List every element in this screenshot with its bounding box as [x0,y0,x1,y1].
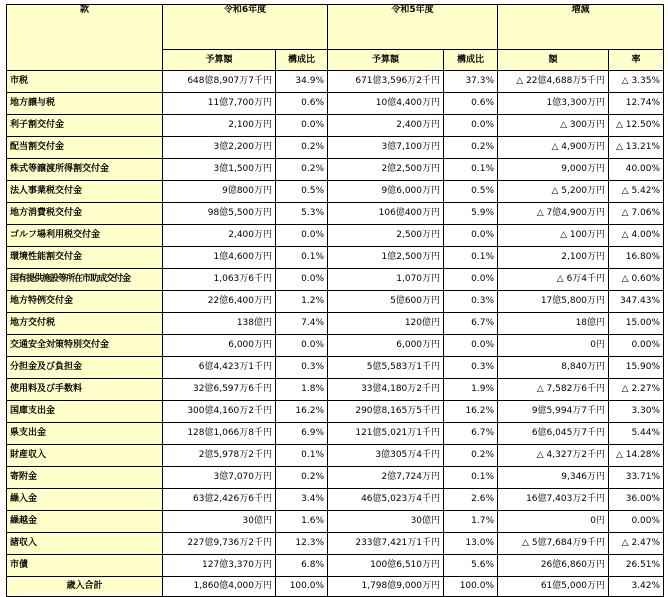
table-row [7,225,664,247]
row-fy5-ratio: 0.0% [444,115,498,137]
row-change-amount: △ 7億4,900万円 [498,203,609,225]
fy5-budget-header: 予算額 [328,50,444,71]
row-fy6-budget: 227億9,736万2千円 [163,533,276,555]
change-rate-header: 率 [609,50,664,71]
row-fy5-budget: 2億7,724万円 [328,467,444,489]
row-change-rate: 0.00% [609,511,664,533]
row-change-amount: △ 300万円 [498,115,609,137]
row-change-amount: △ 5億7,684万9千円 [498,533,609,555]
row-change-rate: △ 3.35% [609,71,664,93]
table-row [7,247,664,269]
row-change-rate: △ 12.50% [609,115,664,137]
row-change-amount: 26億6,860万円 [498,555,609,577]
row-fy5-budget: 1億2,500万円 [328,247,444,269]
row-fy5-budget: 3億7,100万円 [328,137,444,159]
row-change-rate: 26.51% [609,555,664,577]
row-fy5-ratio: 0.2% [444,445,498,467]
change-amount-header: 額 [498,50,609,71]
fy6-header: 令和6年度 [163,5,328,50]
row-fy5-budget: 671億3,596万2千円 [328,71,444,93]
row-fy6-budget: 138億円 [163,313,276,335]
row-change-rate: 40.00% [609,159,664,181]
row-fy5-ratio: 1.9% [444,379,498,401]
row-change-rate: 5.44% [609,423,664,445]
row-item-name: 繰越金 [7,511,163,533]
row-fy6-ratio: 34.9% [276,71,328,93]
row-change-rate: 36.00% [609,489,664,511]
row-fy5-ratio: 0.6% [444,93,498,115]
row-fy5-budget: 33億4,180万2千円 [328,379,444,401]
row-fy5-budget: 121億5,021万1千円 [328,423,444,445]
row-fy6-ratio: 1.6% [276,511,328,533]
row-fy6-budget: 127億3,370万円 [163,555,276,577]
row-item-name: 国庫支出金 [7,401,163,423]
row-item-name: 財産収入 [7,445,163,467]
row-change-amount: 9,000万円 [498,159,609,181]
row-fy6-budget: 300億4,160万2千円 [163,401,276,423]
table-row [7,335,664,357]
row-fy6-ratio: 0.5% [276,181,328,203]
table-row [7,203,664,225]
table-row [7,489,664,511]
row-change-amount: 6億6,045万7千円 [498,423,609,445]
row-fy5-budget: 2,500万円 [328,225,444,247]
row-item-name: 寄附金 [7,467,163,489]
row-fy5-ratio: 0.0% [444,269,498,291]
row-fy6-ratio: 16.2% [276,401,328,423]
row-change-amount: 9億5,994万7千円 [498,401,609,423]
change-header: 増減 [498,5,664,50]
table-row [7,555,664,577]
row-fy5-budget: 9億6,000万円 [328,181,444,203]
row-item-name: 地方消費税交付金 [7,203,163,225]
table-row [7,313,664,335]
table-row [7,379,664,401]
row-item-name: 環境性能割交付金 [7,247,163,269]
table-row [7,71,664,93]
row-fy5-ratio: 0.5% [444,181,498,203]
total-label: 歳入合計 [7,577,163,597]
row-fy6-budget: 98億5,500万円 [163,203,276,225]
row-fy5-budget: 5億5,583万1千円 [328,357,444,379]
row-item-name: 分担金及び負担金 [7,357,163,379]
row-change-amount: △ 4,327万2千円 [498,445,609,467]
row-fy5-ratio: 0.2% [444,137,498,159]
row-fy5-budget: 100億6,510万円 [328,555,444,577]
row-change-rate: 3.30% [609,401,664,423]
row-fy6-ratio: 6.9% [276,423,328,445]
total-fy5-budget: 1,798億9,000万円 [328,577,444,597]
row-fy5-ratio: 5.6% [444,555,498,577]
row-change-amount: △ 5,200万円 [498,181,609,203]
row-change-rate: 347.43% [609,291,664,313]
row-fy6-ratio: 0.2% [276,159,328,181]
row-fy5-budget: 5億600万円 [328,291,444,313]
row-change-amount: 18億円 [498,313,609,335]
row-fy6-ratio: 0.6% [276,93,328,115]
row-change-rate: △ 4.00% [609,225,664,247]
row-fy5-ratio: 6.7% [444,423,498,445]
row-fy6-budget: 2,400万円 [163,225,276,247]
row-fy5-budget: 290億8,165万5千円 [328,401,444,423]
row-fy5-ratio: 37.3% [444,71,498,93]
row-fy5-ratio: 0.1% [444,467,498,489]
row-change-rate: △ 14.28% [609,445,664,467]
row-change-rate: △ 7.06% [609,203,664,225]
row-fy6-budget: 32億6,597万6千円 [163,379,276,401]
row-change-amount: 0円 [498,511,609,533]
row-fy6-budget: 11億7,700万円 [163,93,276,115]
row-item-name: 地方特例交付金 [7,291,163,313]
row-fy6-ratio: 12.3% [276,533,328,555]
table-row [7,445,664,467]
table-row [7,181,664,203]
row-fy5-ratio: 1.7% [444,511,498,533]
table-row [7,115,664,137]
fy6-ratio-header: 構成比 [276,50,328,71]
row-fy6-budget: 1億4,600万円 [163,247,276,269]
row-fy6-budget: 6億4,423万1千円 [163,357,276,379]
row-item-name: 地方譲与税 [7,93,163,115]
row-change-rate: △ 13.21% [609,137,664,159]
row-change-amount: 8,840万円 [498,357,609,379]
table-row [7,159,664,181]
row-change-rate: 0.00% [609,335,664,357]
row-item-name: 市債 [7,555,163,577]
row-item-name: 国有提供施設等所在市助成交付金 [7,269,163,291]
row-fy5-budget: 30億円 [328,511,444,533]
row-fy5-budget: 233億7,421万1千円 [328,533,444,555]
item-column-header: 款 [7,5,163,71]
row-fy6-ratio: 0.0% [276,115,328,137]
row-fy5-ratio: 16.2% [444,401,498,423]
total-row [7,577,664,597]
row-change-amount: 16億7,403万2千円 [498,489,609,511]
row-fy6-budget: 30億円 [163,511,276,533]
row-change-rate: △ 5.42% [609,181,664,203]
row-change-amount: △ 6万4千円 [498,269,609,291]
table-row [7,137,664,159]
row-fy5-ratio: 0.1% [444,159,498,181]
total-change-amount: 61億5,000万円 [498,577,609,597]
table-row [7,467,664,489]
table-row [7,291,664,313]
row-fy5-budget: 3億305万4千円 [328,445,444,467]
row-fy5-budget: 120億円 [328,313,444,335]
row-fy5-ratio: 13.0% [444,533,498,555]
row-change-amount: 17億5,800万円 [498,291,609,313]
row-item-name: 利子割交付金 [7,115,163,137]
row-fy6-ratio: 3.4% [276,489,328,511]
row-fy6-budget: 3億1,500万円 [163,159,276,181]
row-item-name: ゴルフ場利用税交付金 [7,225,163,247]
table-body [7,71,664,577]
row-item-name: 法人事業税交付金 [7,181,163,203]
row-change-rate: 33.71% [609,467,664,489]
row-fy6-ratio: 0.1% [276,247,328,269]
row-fy5-budget: 2億2,500万円 [328,159,444,181]
row-fy5-budget: 106億400万円 [328,203,444,225]
row-change-amount: △ 100万円 [498,225,609,247]
row-fy6-ratio: 5.3% [276,203,328,225]
row-fy6-budget: 3億2,200万円 [163,137,276,159]
row-fy6-ratio: 7.4% [276,313,328,335]
row-change-rate: △ 2.27% [609,379,664,401]
row-change-rate: 15.90% [609,357,664,379]
row-fy6-ratio: 0.2% [276,467,328,489]
row-fy6-ratio: 1.2% [276,291,328,313]
total-change-rate: 3.42% [609,577,664,597]
row-change-rate: 12.74% [609,93,664,115]
row-fy6-ratio: 0.3% [276,357,328,379]
row-item-name: 繰入金 [7,489,163,511]
row-fy6-ratio: 1.8% [276,379,328,401]
row-item-name: 県支出金 [7,423,163,445]
row-fy6-ratio: 6.8% [276,555,328,577]
row-change-amount: 1億3,300万円 [498,93,609,115]
row-fy6-ratio: 0.0% [276,225,328,247]
header-row-1 [7,5,664,50]
table-row [7,401,664,423]
row-fy6-budget: 2億5,978万2千円 [163,445,276,467]
row-change-amount: 0円 [498,335,609,357]
row-fy6-ratio: 0.2% [276,137,328,159]
row-fy6-budget: 63億2,426万6千円 [163,489,276,511]
row-change-rate: △ 2.47% [609,533,664,555]
row-fy6-budget: 9億800万円 [163,181,276,203]
row-fy6-budget: 2,100万円 [163,115,276,137]
row-change-amount: 9,346万円 [498,467,609,489]
revenue-table-container [6,4,664,597]
fy5-header: 令和5年度 [328,5,498,50]
table-row [7,511,664,533]
row-item-name: 交通安全対策特別交付金 [7,335,163,357]
row-fy6-ratio: 0.0% [276,269,328,291]
table-row [7,357,664,379]
total-fy6-budget: 1,860億4,000万円 [163,577,276,597]
row-fy5-ratio: 0.3% [444,291,498,313]
row-fy6-ratio: 0.0% [276,335,328,357]
table-row [7,93,664,115]
fy6-budget-header: 予算額 [163,50,276,71]
table-row [7,533,664,555]
row-change-amount: 2,100万円 [498,247,609,269]
row-fy5-ratio: 0.1% [444,247,498,269]
row-fy6-ratio: 0.1% [276,445,328,467]
row-item-name: 配当割交付金 [7,137,163,159]
row-change-amount: △ 7,582万6千円 [498,379,609,401]
row-fy6-budget: 648億8,907万7千円 [163,71,276,93]
row-fy5-budget: 10億4,400万円 [328,93,444,115]
row-change-amount: △ 4,900万円 [498,137,609,159]
row-fy6-budget: 128億1,066万8千円 [163,423,276,445]
row-change-rate: △ 0.60% [609,269,664,291]
table-row [7,423,664,445]
table-row [7,269,664,291]
row-fy5-budget: 2,400万円 [328,115,444,137]
row-fy5-budget: 46億5,023万4千円 [328,489,444,511]
fy5-ratio-header: 構成比 [444,50,498,71]
row-fy5-budget: 6,000万円 [328,335,444,357]
row-fy5-budget: 1,070万円 [328,269,444,291]
row-item-name: 株式等譲渡所得割交付金 [7,159,163,181]
row-fy6-budget: 22億6,400万円 [163,291,276,313]
row-change-rate: 15.00% [609,313,664,335]
row-fy6-budget: 3億7,070万円 [163,467,276,489]
row-item-name: 諸収入 [7,533,163,555]
row-change-amount: △ 22億4,688万5千円 [498,71,609,93]
row-fy6-budget: 6,000万円 [163,335,276,357]
total-fy5-ratio: 100.0% [444,577,498,597]
row-fy5-ratio: 0.3% [444,357,498,379]
row-item-name: 使用料及び手数料 [7,379,163,401]
row-fy5-ratio: 0.0% [444,225,498,247]
total-fy6-ratio: 100.0% [276,577,328,597]
row-fy5-ratio: 0.0% [444,335,498,357]
revenue-table [6,4,664,597]
row-item-name: 地方交付税 [7,313,163,335]
row-change-rate: 16.80% [609,247,664,269]
row-item-name: 市税 [7,71,163,93]
row-fy5-ratio: 5.9% [444,203,498,225]
row-fy5-ratio: 2.6% [444,489,498,511]
row-fy6-budget: 1,063万6千円 [163,269,276,291]
row-fy5-ratio: 6.7% [444,313,498,335]
